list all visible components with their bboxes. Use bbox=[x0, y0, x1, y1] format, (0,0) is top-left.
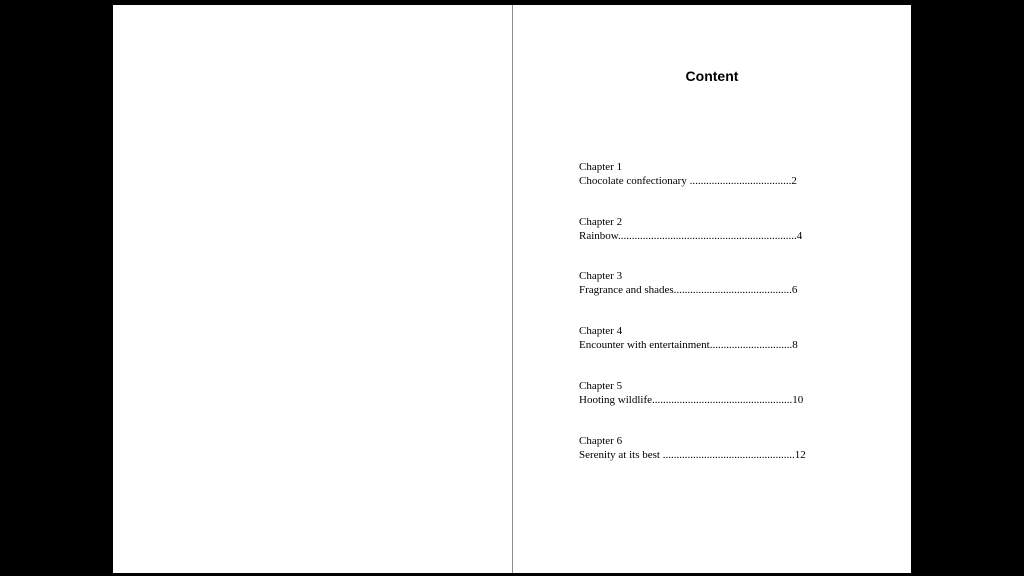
toc-entry bbox=[579, 215, 802, 243]
toc-chapter-title: Rainbow.................................................................4 bbox=[579, 230, 803, 242]
toc-chapter-title: Hooting wildlife...................................................10 bbox=[579, 394, 804, 406]
toc-chapter-title: Fragrance and shades...........................................6 bbox=[579, 284, 798, 296]
toc-chapter-label: Chapter 6 bbox=[579, 435, 623, 447]
toc-entry bbox=[579, 324, 798, 352]
toc-entry bbox=[579, 160, 797, 188]
toc-entry bbox=[579, 269, 797, 297]
toc-chapter-label: Chapter 4 bbox=[579, 325, 623, 337]
toc-chapter-title: Chocolate confectionary .....................................2 bbox=[579, 175, 797, 187]
toc-entry bbox=[579, 434, 806, 462]
page-title: Content bbox=[685, 68, 739, 84]
toc-chapter-label: Chapter 3 bbox=[579, 270, 623, 282]
toc-chapter-title: Serenity at its best ................................................12 bbox=[579, 449, 806, 461]
toc-chapter-label: Chapter 1 bbox=[579, 161, 623, 173]
left-page bbox=[113, 5, 512, 573]
toc-entry bbox=[579, 379, 803, 407]
toc-chapter-label: Chapter 2 bbox=[579, 216, 623, 228]
page-spread bbox=[113, 5, 911, 573]
right-page bbox=[513, 5, 911, 573]
toc-chapter-label: Chapter 5 bbox=[579, 380, 623, 392]
toc-chapter-title: Encounter with entertainment..............................8 bbox=[579, 339, 798, 351]
